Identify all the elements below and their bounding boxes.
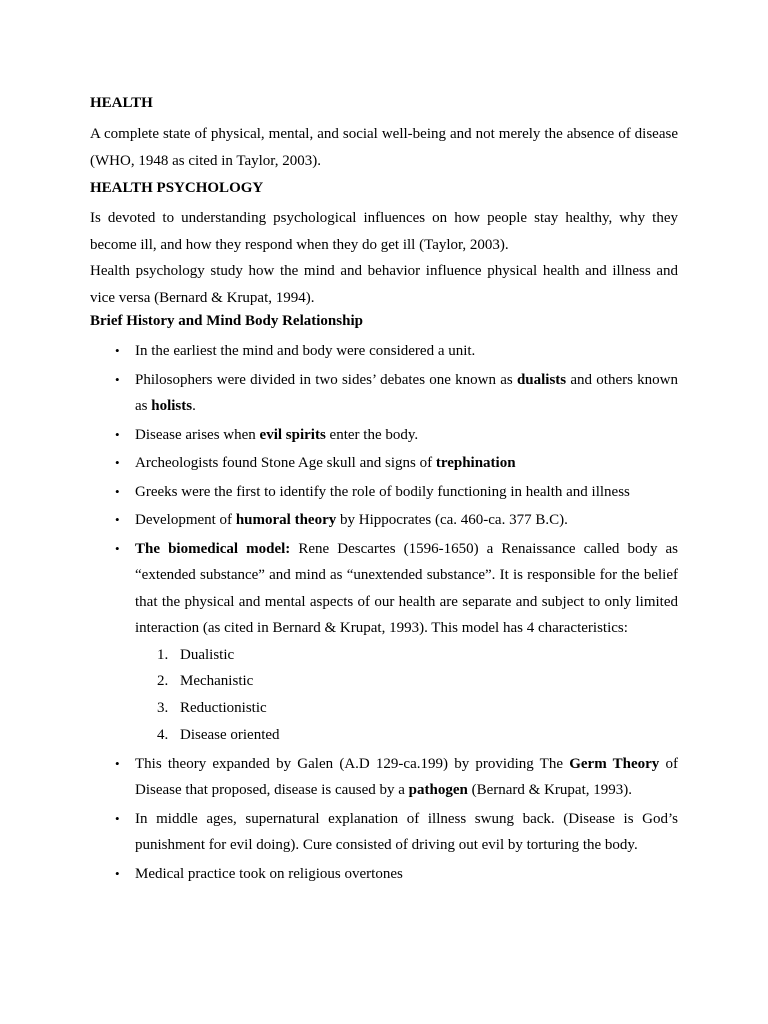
- bullet-icon: •: [115, 540, 120, 556]
- history-bullet-list: [90, 338, 678, 887]
- item-number: 1.: [157, 646, 169, 663]
- bullet-text: Archeologists found Stone Age skull and signs of: [135, 455, 436, 471]
- bullet-icon: •: [115, 343, 120, 358]
- bullet-text: and others known as: [135, 371, 678, 414]
- bullet-icon: •: [115, 865, 120, 881]
- bullet-text: .: [192, 398, 196, 414]
- item-number: 3.: [157, 700, 169, 717]
- health-definition: A complete state of physical, mental, and social well-being and not merely the absence of disease (WHO, 1948 as cited in Taylor, 2003).: [90, 126, 678, 169]
- characteristics-list: [135, 642, 678, 749]
- bullet-text: (Bernard & Krupat, 1993).: [467, 782, 632, 799]
- health-psychology-study: Health psychology study how the mind and behavior influence physical health and illness and vice versa (Bernard & Krupat, 1994).: [90, 263, 678, 306]
- item-label: Disease oriented: [180, 726, 280, 743]
- item-label: Mechanistic: [180, 673, 254, 690]
- characteristic-item: [157, 642, 678, 669]
- list-item: [90, 507, 678, 534]
- list-item: [90, 751, 678, 804]
- bullet-icon: •: [115, 512, 120, 527]
- bold-term-holists: holists: [151, 398, 193, 414]
- bullet-text: by Hippocrates (ca. 460-ca. 377 B.C).: [336, 512, 568, 528]
- bullet-text: This theory expanded by Galen (A.D 129-ca.199) by providing The: [135, 755, 570, 772]
- list-item: [90, 861, 678, 888]
- bullet-text: Philosophers were divided in two sides’ debates one known as: [135, 371, 517, 388]
- item-label: Reductionistic: [180, 700, 267, 717]
- bullet-text: Medical practice took on religious overtones: [135, 865, 403, 882]
- bullet-icon: •: [115, 755, 120, 771]
- bold-term-pathogen: pathogen: [408, 782, 468, 799]
- bullet-icon: •: [115, 426, 120, 442]
- bullet-text: Development of: [135, 512, 236, 528]
- health-psychology-definition: Is devoted to understanding psychological influences on how people stay healthy, why they become ill, and how they respond when they do get ill (Taylor, 2003).: [90, 210, 678, 253]
- item-number: 4.: [157, 726, 169, 743]
- bold-term-humoral-theory: humoral theory: [235, 512, 337, 528]
- bullet-text: of Disease that proposed, disease is caused by a: [135, 755, 679, 799]
- bullet-icon: •: [115, 455, 120, 470]
- list-item: [90, 422, 678, 449]
- list-item: [90, 806, 678, 859]
- bold-term-evil-spirits: evil spirits: [259, 426, 326, 443]
- list-item: [90, 450, 678, 477]
- heading-brief-history: Brief History and Mind Body Relationship: [90, 313, 363, 329]
- characteristic-item: [157, 695, 678, 722]
- bullet-text: In middle ages, supernatural explanation of illness swung back. (Disease is God’s punishment for evil doing). Cure consisted of driving out evil by torturing the body.: [135, 810, 678, 854]
- bold-term-germ-theory: Germ Theory: [569, 755, 660, 772]
- characteristic-item: [157, 722, 678, 749]
- heading-health-psychology: HEALTH PSYCHOLOGY: [90, 180, 264, 196]
- bold-term-biomedical-model: The biomedical model:: [135, 540, 291, 557]
- list-item: [90, 536, 678, 749]
- list-item: [90, 367, 678, 420]
- bullet-text: Greeks were the first to identify the role of bodily functioning in health and illness: [135, 483, 630, 500]
- bold-term-trephination: trephination: [435, 455, 516, 471]
- bullet-text: In the earliest the mind and body were considered a unit.: [135, 343, 476, 359]
- list-item: [90, 479, 678, 506]
- bullet-text: enter the body.: [325, 426, 419, 443]
- bullet-text: Rene Descartes (1596-1650) a Renaissance called body as “extended substance” and mind as “unextended substance”. It is responsible for the belief that the physical and mental aspects of our health are separate and subject to only limited interaction (as cited in Bernard & Krupat, 1993). This model has 4 characteristics:: [135, 540, 678, 636]
- list-item: [90, 338, 678, 365]
- bullet-icon: •: [115, 371, 120, 387]
- characteristic-item: [157, 668, 678, 695]
- bold-term-dualists: dualists: [516, 371, 567, 388]
- bullet-text: Disease arises when: [135, 426, 260, 443]
- item-number: 2.: [157, 673, 169, 690]
- item-label: Dualistic: [180, 646, 235, 663]
- bullet-icon: •: [115, 810, 120, 826]
- heading-health: HEALTH: [90, 95, 153, 111]
- bullet-icon: •: [115, 483, 120, 499]
